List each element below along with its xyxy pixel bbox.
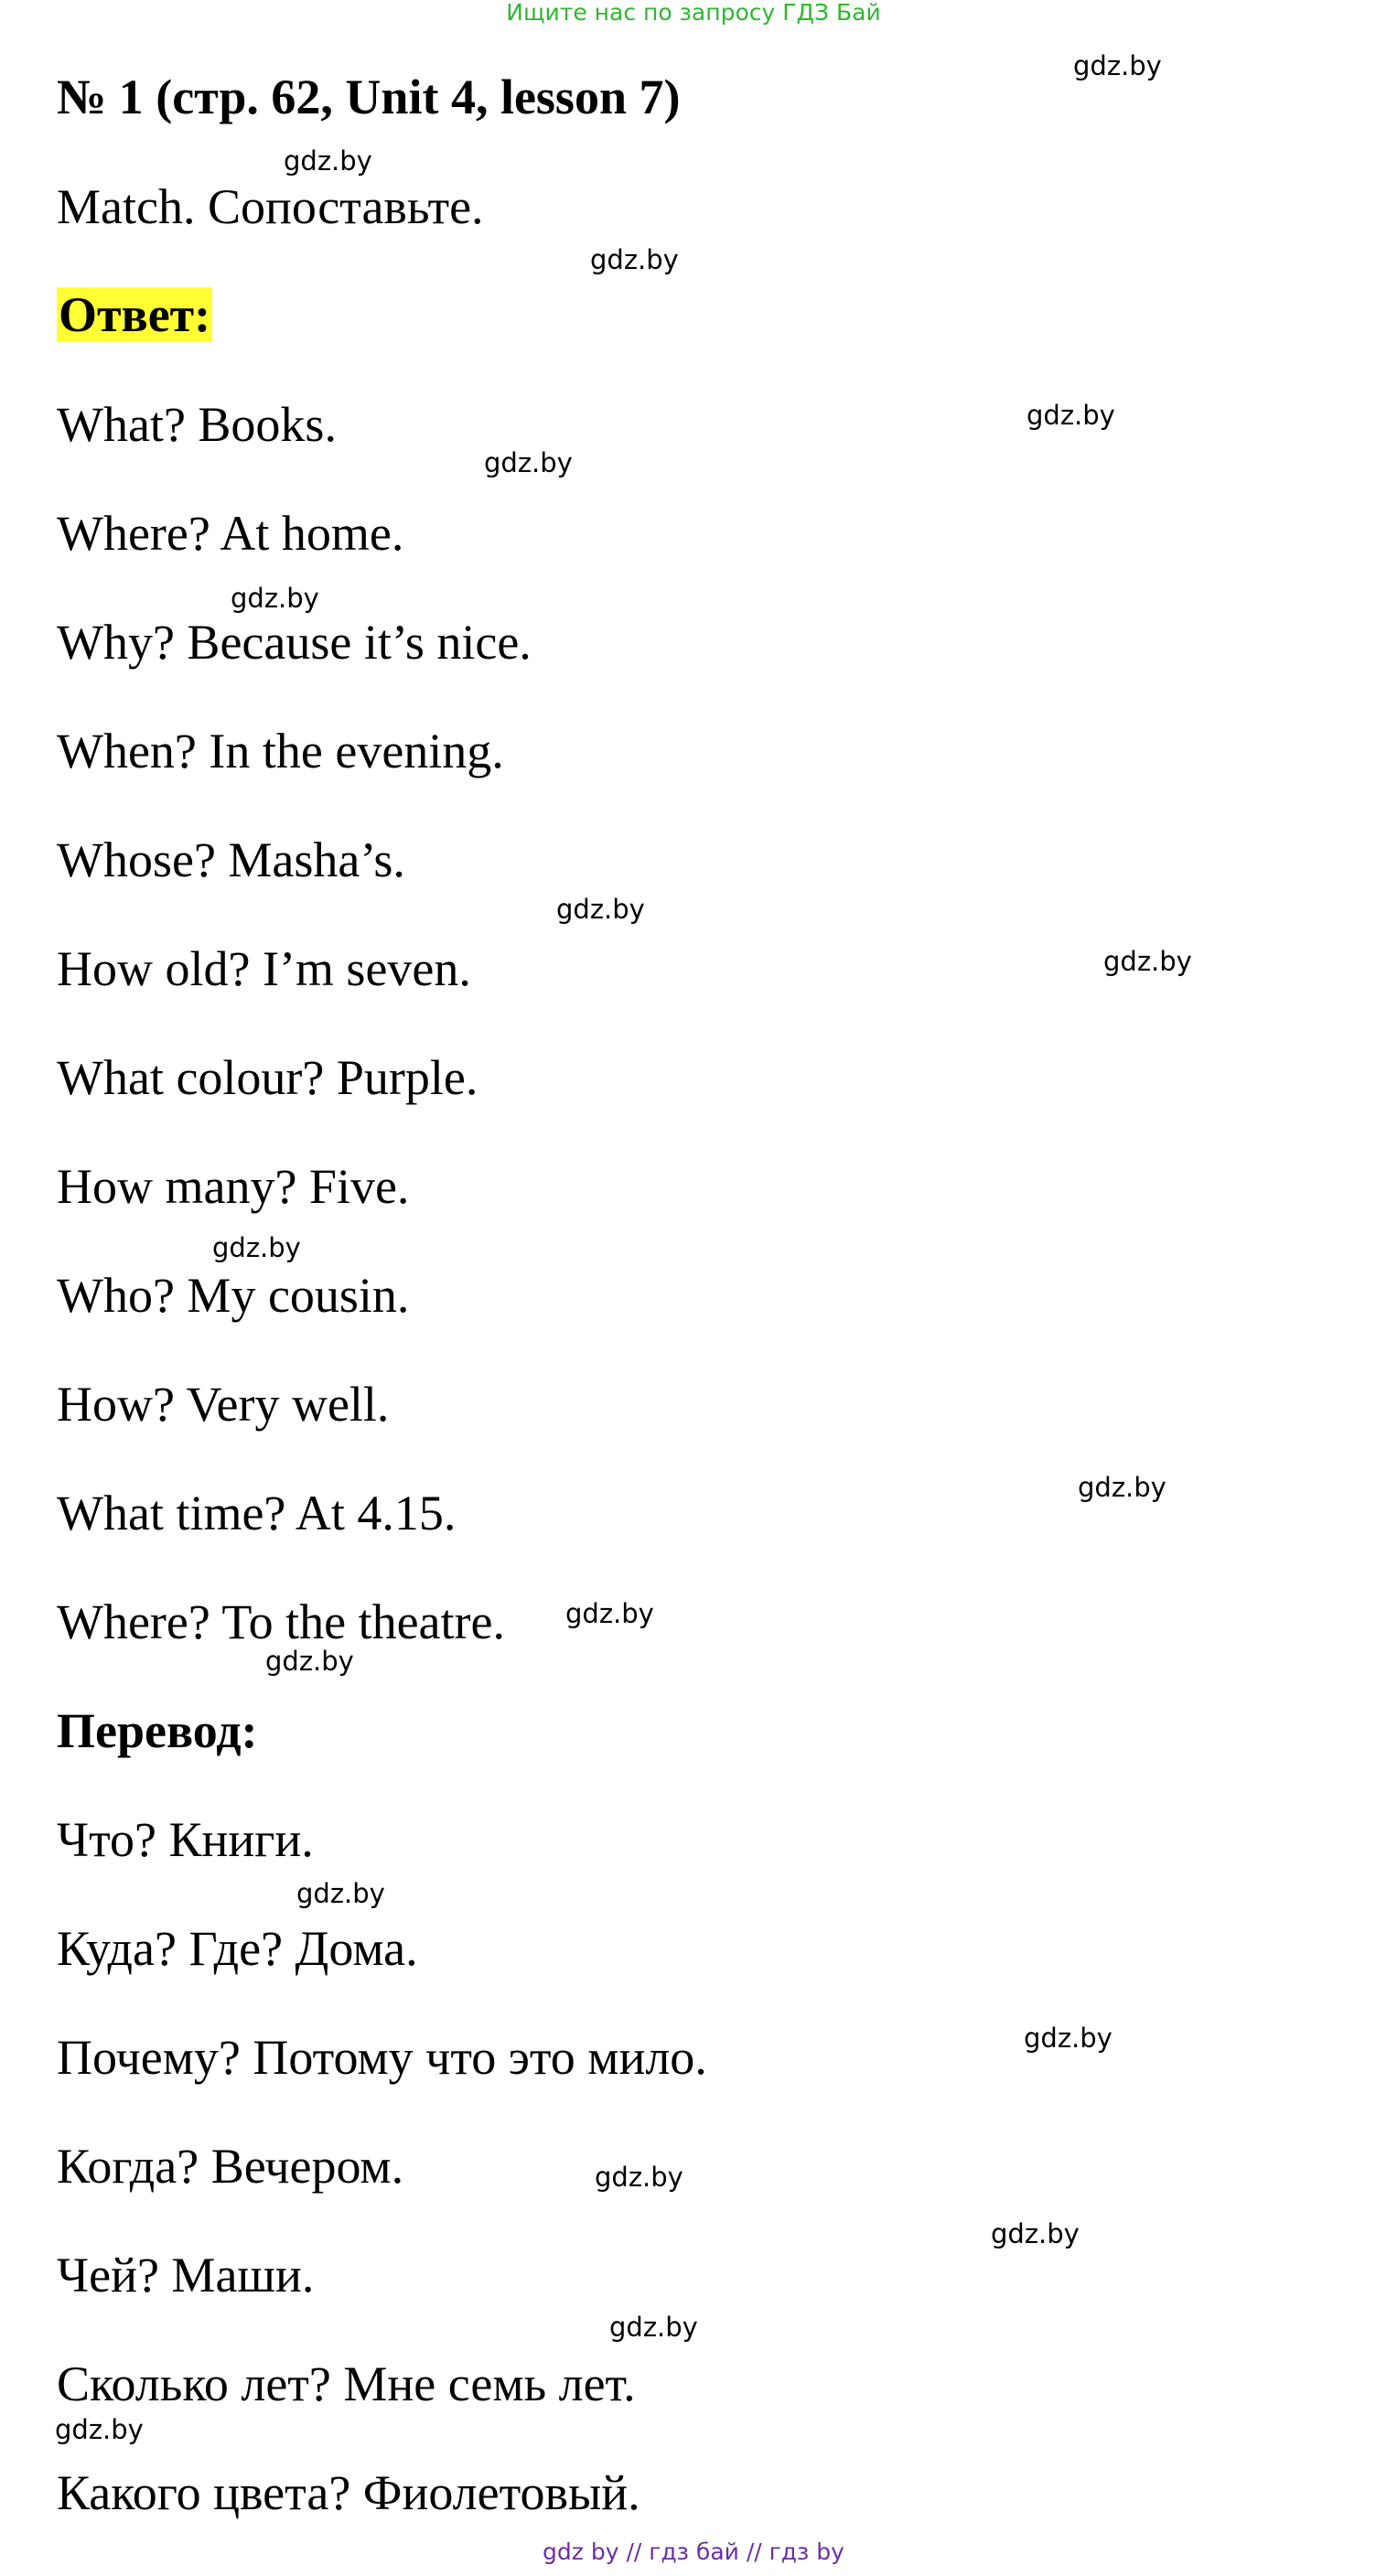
answer-line: Where? At home. — [57, 506, 404, 561]
translation-line: Куда? Где? Дома. — [57, 1921, 418, 1976]
watermark: gdz.by — [1073, 50, 1162, 81]
answer-line: Where? To the theatre. — [57, 1594, 505, 1649]
translation-line: Что? Книги. — [57, 1812, 314, 1867]
search-banner: Ищите нас по запросу ГДЗ Бай — [506, 0, 881, 26]
watermark: gdz.by — [590, 244, 679, 275]
watermark: gdz.by — [609, 2312, 698, 2343]
watermark: gdz.by — [484, 447, 573, 478]
watermark: gdz.by — [265, 1646, 354, 1677]
translation-label: Перевод: — [57, 1703, 258, 1758]
watermark: gdz.by — [1078, 1472, 1167, 1503]
translation-line: Чей? Маши. — [57, 2248, 315, 2302]
answer-line: How? Very well. — [57, 1377, 390, 1432]
watermark: gdz.by — [284, 145, 372, 177]
watermark: gdz.by — [296, 1878, 385, 1909]
watermark: gdz.by — [1103, 946, 1192, 977]
answer-line: Who? My cousin. — [57, 1268, 410, 1323]
translation-line: Почему? Потому что это мило. — [57, 2030, 707, 2085]
answer-line: What? Books. — [57, 397, 337, 452]
answer-line: How old? I’m seven. — [57, 941, 471, 996]
watermark: gdz.by — [231, 583, 319, 614]
watermark: gdz.by — [556, 894, 645, 925]
watermark: gdz.by — [991, 2218, 1080, 2249]
watermark: gdz.by — [55, 2414, 144, 2445]
answer-line: How many? Five. — [57, 1159, 410, 1214]
answer-line: When? In the evening. — [57, 724, 504, 778]
answer-line: Why? Because it’s nice. — [57, 615, 532, 670]
footer-watermark: gdz by // гдз бай // гдз by — [543, 2538, 844, 2565]
translation-line: Какого цвета? Фиолетовый. — [57, 2465, 640, 2520]
answer-label: Ответ: — [59, 287, 211, 342]
watermark: gdz.by — [212, 1232, 301, 1263]
watermark: gdz.by — [1027, 400, 1115, 431]
task-text: Match. Сопоставьте. — [57, 179, 484, 234]
answer-line: Whose? Masha’s. — [57, 832, 405, 887]
exercise-title: № 1 (стр. 62, Unit 4, lesson 7) — [57, 70, 681, 124]
answer-line: What colour? Purple. — [57, 1050, 478, 1105]
translation-line: Когда? Вечером. — [57, 2139, 404, 2194]
watermark: gdz.by — [1024, 2023, 1113, 2054]
translation-line: Сколько лет? Мне семь лет. — [57, 2356, 636, 2411]
watermark: gdz.by — [595, 2162, 683, 2193]
answer-line: What time? At 4.15. — [57, 1486, 457, 1540]
watermark: gdz.by — [565, 1598, 654, 1629]
